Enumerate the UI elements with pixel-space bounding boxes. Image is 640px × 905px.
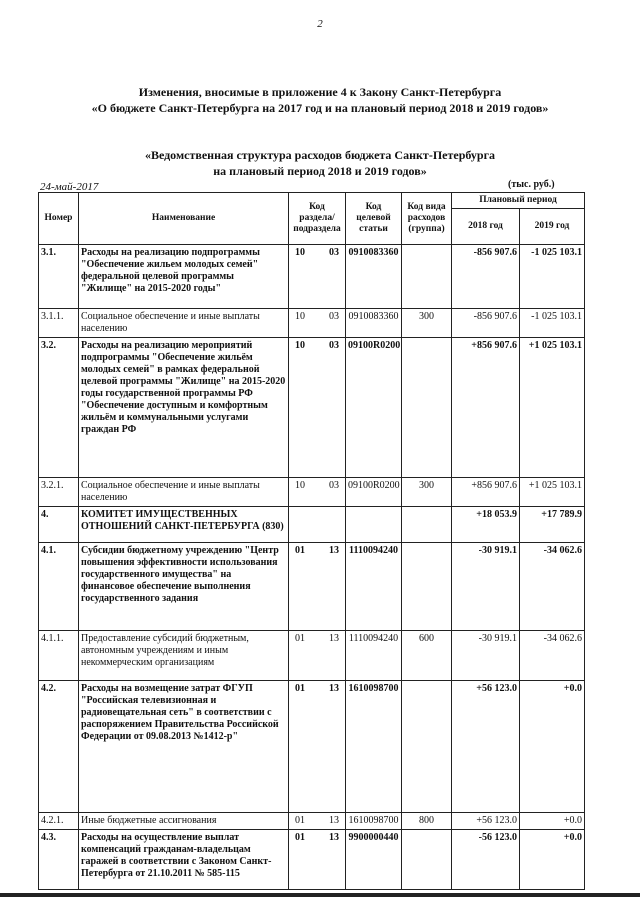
table-row bbox=[39, 681, 585, 813]
row-target-code: 1110094240 bbox=[346, 543, 402, 631]
header-planned-period: Плановый период bbox=[452, 193, 585, 209]
row-expense-type: 300 bbox=[402, 478, 452, 507]
row-target-code: 0910083360 bbox=[346, 309, 402, 338]
row-value-2018: -56 123.0 bbox=[452, 830, 520, 890]
row-expense-type: 600 bbox=[402, 631, 452, 681]
row-expense-type bbox=[402, 507, 452, 543]
row-value-2019: -34 062.6 bbox=[520, 631, 585, 681]
row-value-2019: +17 789.9 bbox=[520, 507, 585, 543]
row-name: Расходы на реализацию подпрограммы "Обеспечение жильем молодых семей" федеральной целевой программы "Жилище" на 2015-2020 годы" bbox=[79, 245, 289, 309]
row-number: 3.2.1. bbox=[39, 478, 79, 507]
row-section: 01 bbox=[295, 815, 305, 826]
row-name: Социальное обеспечение и иные выплаты населению bbox=[79, 478, 289, 507]
row-section-code bbox=[289, 830, 346, 890]
row-value-2019: -1 025 103.1 bbox=[520, 309, 585, 338]
table-row bbox=[39, 338, 585, 478]
header-number: Номер bbox=[39, 193, 79, 245]
row-name: Социальное обеспечение и иные выплаты населению bbox=[79, 309, 289, 338]
row-subsection: 03 bbox=[329, 480, 339, 491]
header-target: Код целевой статьи bbox=[346, 193, 402, 245]
row-section-code bbox=[289, 543, 346, 631]
row-value-2018: -30 919.1 bbox=[452, 543, 520, 631]
table-row bbox=[39, 631, 585, 681]
row-subsection: 03 bbox=[329, 340, 339, 351]
row-target-code: 1110094240 bbox=[346, 631, 402, 681]
table-row bbox=[39, 309, 585, 338]
header-type: Код вида расходов (группа) bbox=[402, 193, 452, 245]
table-row bbox=[39, 543, 585, 631]
row-section: 10 bbox=[295, 311, 305, 322]
row-section: 01 bbox=[295, 832, 305, 843]
row-expense-type bbox=[402, 830, 452, 890]
row-number: 4.3. bbox=[39, 830, 79, 890]
row-subsection: 13 bbox=[329, 545, 339, 556]
row-value-2019: +1 025 103.1 bbox=[520, 478, 585, 507]
row-expense-type: 300 bbox=[402, 309, 452, 338]
row-value-2018: +56 123.0 bbox=[452, 681, 520, 813]
header-section: Код раздела/ подраздела bbox=[289, 193, 346, 245]
row-name: Предоставление субсидий бюджетным, автономным учреждениям и иным некоммерческим организациям bbox=[79, 631, 289, 681]
document-title bbox=[0, 84, 640, 116]
header-name: Наименование bbox=[79, 193, 289, 245]
row-target-code: 1610098700 bbox=[346, 813, 402, 830]
row-target-code: 1610098700 bbox=[346, 681, 402, 813]
table-row bbox=[39, 245, 585, 309]
row-subsection: 13 bbox=[329, 633, 339, 644]
row-value-2018: +856 907.6 bbox=[452, 338, 520, 478]
row-name: Расходы на осуществление выплат компенсаций гражданам-владельцам гаражей в соответствии с Законом Санкт-Петербурга от 21.10.2011 № 585-115 bbox=[79, 830, 289, 890]
table-row bbox=[39, 830, 585, 890]
row-number: 4.1. bbox=[39, 543, 79, 631]
title-line: Изменения, вносимые в приложение 4 к Закону Санкт-Петербурга bbox=[138, 85, 502, 99]
row-expense-type bbox=[402, 681, 452, 813]
row-value-2019: -34 062.6 bbox=[520, 543, 585, 631]
document-date: 24-май-2017 bbox=[40, 181, 99, 193]
row-name: Расходы на возмещение затрат ФГУП "Российская телевизионная и радиовещательная сеть" в соответствии с распоряжением Правительства Российской Федерации от 09.08.2013 №1412-р" bbox=[79, 681, 289, 813]
row-value-2019: +0.0 bbox=[520, 681, 585, 813]
title-line: «О бюджете Санкт-Петербурга на 2017 год и на плановый период 2018 и 2019 годов» bbox=[91, 101, 549, 115]
row-expense-type bbox=[402, 338, 452, 478]
row-number: 4.1.1. bbox=[39, 631, 79, 681]
row-target-code: 09100R0200 bbox=[346, 478, 402, 507]
row-section-code bbox=[289, 813, 346, 830]
row-subsection: 13 bbox=[329, 832, 339, 843]
row-section: 10 bbox=[295, 340, 305, 351]
subtitle-line: «Ведомственная структура расходов бюджета Санкт-Петербурга bbox=[144, 148, 496, 162]
subtitle-line: на плановый период 2018 и 2019 годов» bbox=[213, 164, 427, 178]
row-number: 4. bbox=[39, 507, 79, 543]
row-expense-type bbox=[402, 543, 452, 631]
row-section-code bbox=[289, 507, 346, 543]
row-section: 01 bbox=[295, 633, 305, 644]
row-name: Иные бюджетные ассигнования bbox=[79, 813, 289, 830]
row-value-2018: +56 123.0 bbox=[452, 813, 520, 830]
row-section-code bbox=[289, 681, 346, 813]
row-value-2018: +856 907.6 bbox=[452, 478, 520, 507]
row-section-code bbox=[289, 309, 346, 338]
row-expense-type: 800 bbox=[402, 813, 452, 830]
row-value-2018: -30 919.1 bbox=[452, 631, 520, 681]
row-subsection: 03 bbox=[329, 247, 339, 258]
expenditure-table bbox=[38, 192, 585, 890]
row-number: 4.2. bbox=[39, 681, 79, 813]
row-subsection: 13 bbox=[329, 815, 339, 826]
row-value-2018: -856 907.6 bbox=[452, 309, 520, 338]
row-section-code bbox=[289, 338, 346, 478]
table-body bbox=[39, 245, 585, 890]
table-row bbox=[39, 813, 585, 830]
header-2018: 2018 год bbox=[452, 209, 520, 245]
row-section: 10 bbox=[295, 247, 305, 258]
row-target-code: 09100R0200 bbox=[346, 338, 402, 478]
row-section: 01 bbox=[295, 545, 305, 556]
row-section: 10 bbox=[295, 480, 305, 491]
page-number: 2 bbox=[317, 18, 323, 30]
row-name: Субсидии бюджетному учреждению "Центр повышения эффективности использования государственного имущества" на финансовое обеспечение выполнения государственного задания bbox=[79, 543, 289, 631]
row-section-code bbox=[289, 478, 346, 507]
bottom-border bbox=[0, 893, 640, 897]
row-section-code bbox=[289, 245, 346, 309]
row-number: 3.2. bbox=[39, 338, 79, 478]
table-title bbox=[0, 147, 640, 179]
row-number: 3.1.1. bbox=[39, 309, 79, 338]
row-subsection: 13 bbox=[329, 683, 339, 694]
row-target-code: 9900000440 bbox=[346, 830, 402, 890]
row-value-2018: -856 907.6 bbox=[452, 245, 520, 309]
row-section: 01 bbox=[295, 683, 305, 694]
units-label: (тыс. руб.) bbox=[508, 179, 555, 190]
row-value-2019: -1 025 103.1 bbox=[520, 245, 585, 309]
row-expense-type bbox=[402, 245, 452, 309]
row-number: 4.2.1. bbox=[39, 813, 79, 830]
row-number: 3.1. bbox=[39, 245, 79, 309]
row-target-code bbox=[346, 507, 402, 543]
row-section-code bbox=[289, 631, 346, 681]
row-value-2019: +1 025 103.1 bbox=[520, 338, 585, 478]
table-row bbox=[39, 507, 585, 543]
row-subsection: 03 bbox=[329, 311, 339, 322]
row-value-2019: +0.0 bbox=[520, 830, 585, 890]
row-target-code: 0910083360 bbox=[346, 245, 402, 309]
row-value-2019: +0.0 bbox=[520, 813, 585, 830]
row-value-2018: +18 053.9 bbox=[452, 507, 520, 543]
table-row bbox=[39, 478, 585, 507]
header-2019: 2019 год bbox=[520, 209, 585, 245]
row-name: Расходы на реализацию мероприятий подпрограммы "Обеспечение жильём молодых семей" в рамках федеральной целевой программы "Жилище" на 2015-2020 годы государственной программы РФ "Обеспечение доступным и комфортным жильём и коммунальными услугами граждан РФ bbox=[79, 338, 289, 478]
row-name: КОМИТЕТ ИМУЩЕСТВЕННЫХ ОТНОШЕНИЙ САНКТ-ПЕТЕРБУРГА (830) bbox=[79, 507, 289, 543]
